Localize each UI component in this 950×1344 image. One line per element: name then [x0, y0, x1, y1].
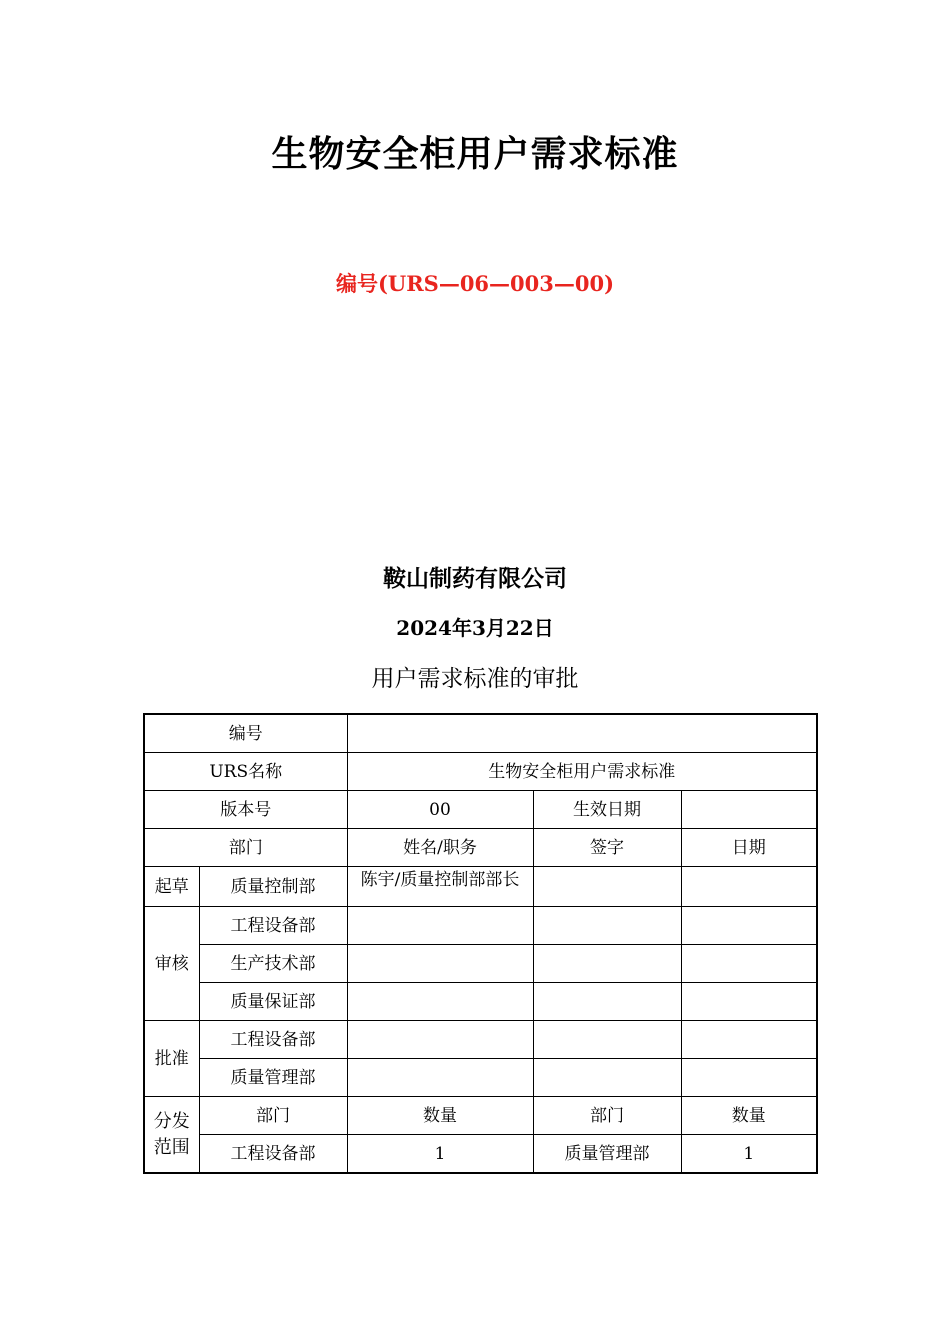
review-date	[681, 983, 817, 1021]
review-signature	[533, 945, 681, 983]
review-name-position	[347, 907, 533, 945]
row-label-number: 编号	[144, 714, 347, 753]
table-row	[144, 791, 817, 829]
approve-signature	[533, 1021, 681, 1059]
draft-department: 质量控制部	[199, 867, 347, 907]
document-title: 生物安全柜用户需求标准	[271, 134, 679, 175]
table-row-review	[144, 945, 817, 983]
distribution-label: 分发范围	[144, 1097, 199, 1174]
header-department: 部门	[144, 829, 347, 867]
approve-date	[681, 1021, 817, 1059]
approve-department: 工程设备部	[199, 1021, 347, 1059]
row-label-effective-date: 生效日期	[533, 791, 681, 829]
review-label: 审核	[144, 907, 199, 1021]
approve-name-position	[347, 1059, 533, 1097]
review-department: 生产技术部	[199, 945, 347, 983]
table-row-approve	[144, 1059, 817, 1097]
draft-signature	[533, 867, 681, 907]
approve-label: 批准	[144, 1021, 199, 1097]
distribution-header-department-2: 部门	[533, 1097, 681, 1135]
header-name-position: 姓名/职务	[347, 829, 533, 867]
table-row-draft	[144, 867, 817, 907]
review-department: 质量保证部	[199, 983, 347, 1021]
table-row-approve	[144, 1021, 817, 1059]
review-name-position	[347, 945, 533, 983]
document-date: 2024年3月22日	[396, 616, 554, 640]
row-value-effective-date	[681, 791, 817, 829]
distribution-department-1: 工程设备部	[199, 1135, 347, 1174]
row-label-urs-name: URS名称	[144, 753, 347, 791]
table-row-review	[144, 907, 817, 945]
review-name-position	[347, 983, 533, 1021]
table-row-distribution	[144, 1135, 817, 1174]
draft-label: 起草	[144, 867, 199, 907]
approve-department: 质量管理部	[199, 1059, 347, 1097]
approve-signature	[533, 1059, 681, 1097]
approval-table	[143, 713, 818, 1174]
review-date	[681, 907, 817, 945]
review-signature	[533, 983, 681, 1021]
row-label-version: 版本号	[144, 791, 347, 829]
distribution-header-department-1: 部门	[199, 1097, 347, 1135]
header-date: 日期	[681, 829, 817, 867]
row-value-urs-name: 生物安全柜用户需求标准	[347, 753, 817, 791]
distribution-header-quantity-2: 数量	[681, 1097, 817, 1135]
row-value-version: 00	[347, 791, 533, 829]
row-value-number	[347, 714, 817, 753]
approve-name-position	[347, 1021, 533, 1059]
distribution-quantity-1: 1	[347, 1135, 533, 1174]
draft-date	[681, 867, 817, 907]
table-row-distribution-header	[144, 1097, 817, 1135]
distribution-quantity-2: 1	[681, 1135, 817, 1174]
distribution-header-quantity-1: 数量	[347, 1097, 533, 1135]
document-number: 编号(URS—06—003—00)	[335, 271, 615, 296]
table-row	[144, 714, 817, 753]
distribution-department-2: 质量管理部	[533, 1135, 681, 1174]
table-header-row	[144, 829, 817, 867]
approve-date	[681, 1059, 817, 1097]
review-signature	[533, 907, 681, 945]
review-department: 工程设备部	[199, 907, 347, 945]
review-date	[681, 945, 817, 983]
header-signature: 签字	[533, 829, 681, 867]
table-row	[144, 753, 817, 791]
draft-name-position: 陈宇/质量控制部部长	[347, 867, 533, 907]
approval-section-title: 用户需求标准的审批	[371, 666, 579, 692]
company-name: 鞍山制药有限公司	[383, 565, 567, 592]
table-row-review	[144, 983, 817, 1021]
